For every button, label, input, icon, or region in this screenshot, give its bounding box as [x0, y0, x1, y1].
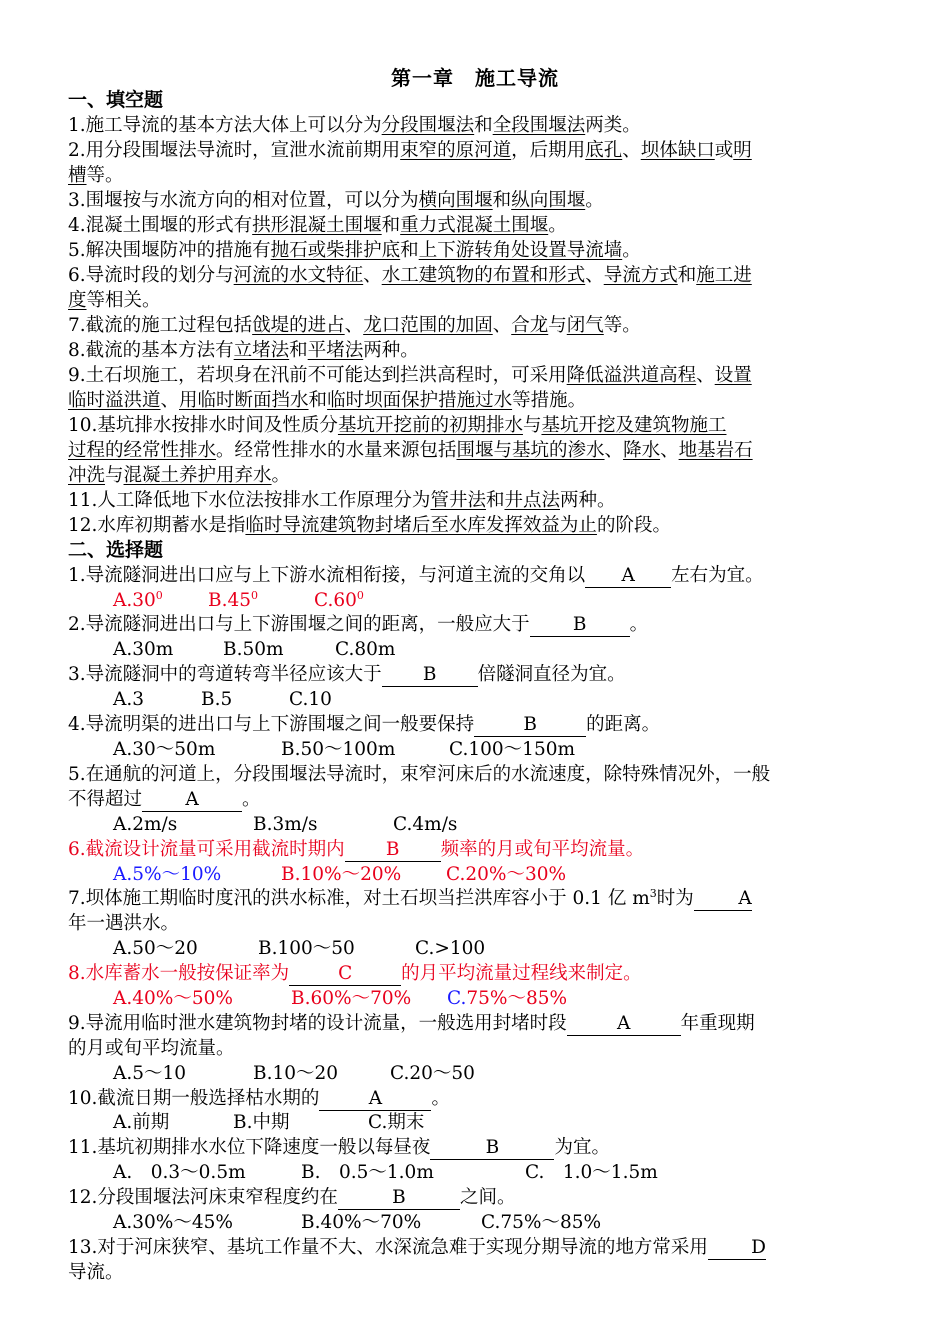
choice-q10-options: A.前期 B.中期 C.期末 [113, 1112, 425, 1133]
fill-q5: 5.解决围堰防冲的措施有抛石或柴排护底和上下游转角处设置导流墙。 [68, 240, 641, 261]
choice-q2: 2.导流隧洞进出口与上下游围堰之间的距离，一般应大于 B 。 [68, 614, 649, 635]
choice-q1: 1.导流隧洞进出口应与上下游水流相衔接，与河道主流的交角以 A 左右为宜。 [68, 565, 764, 586]
choice-q9: 9.导流用临时泄水建筑物封堵的设计流量，一般选用封堵时段 A 年重现期 [68, 1013, 755, 1034]
choice-q11-options: A. 0.3～0.5m B. 0.5～1.0m C. 1.0～1.5m [113, 1162, 658, 1183]
choice-q5: 5.在通航的河道上，分段围堰法导流时，束窄河床后的水流速度，除特殊情况外，一般 [68, 764, 771, 785]
answer-blank: B [382, 664, 478, 687]
answer-blank: B [345, 839, 441, 862]
answer-blank: A [142, 789, 242, 812]
choice-q7-cont: 年一遇洪水。 [68, 913, 180, 934]
answer-blank: B [474, 714, 586, 737]
choice-q12-options: A.30%～45% B.40%～70% C.75%～85% [113, 1212, 602, 1233]
choice-q6-options: A.5%～10% B.10%～20% C.20%～30% [113, 864, 567, 885]
choice-q5-cont: 不得超过 A 。 [68, 789, 261, 810]
choice-q6: 6.截流设计流量可采用截流时期内 B 频率的月或旬平均流量。 [68, 839, 645, 860]
fill-q4: 4.混凝土围堰的形式有拱形混凝土围堰和重力式混凝土围堰。 [68, 215, 567, 236]
fill-q7: 7.截流的施工过程包括戗堤的进占、龙口范围的加固、合龙与闭气等。 [68, 315, 641, 336]
section-fill-heading: 一、填空题 [68, 89, 164, 111]
fill-q11: 11.人工降低地下水位法按排水工作原理分为管井法和井点法两种。 [68, 490, 616, 511]
fill-q10: 10.基坑排水按排水时间及性质分基坑开挖前的初期排水与基坑开挖及建筑物施工 [68, 415, 727, 436]
choice-q2-options: A.30m B.50m C.80m [113, 639, 396, 660]
fill-q6-cont: 度等相关。 [68, 290, 161, 311]
fill-q2-cont: 槽等。 [68, 165, 124, 186]
answer-blank: B [338, 1187, 460, 1210]
fill-q12: 12.水库初期蓄水是指临时导流建筑物封堵后至水库发挥效益为止的阶段。 [68, 515, 671, 536]
choice-q7: 7.坝体施工期临时度汛的洪水标准，对土石坝当拦洪库容小于 0.1 亿 $m^3$时为 A [68, 887, 752, 909]
choice-q12: 12.分段围堰法河床束窄程度约在 B 之间。 [68, 1187, 516, 1208]
choice-q5-options: A.2m/s B.3m/s C.4m/s [113, 814, 458, 835]
fill-q9-cont: 临时溢洪道、用临时断面挡水和临时坝面保护措施过水等措施。 [68, 390, 587, 411]
answer-blank: C [289, 963, 401, 986]
fill-q3: 3.围堰按与水流方向的相对位置，可以分为横向围堰和纵向围堰。 [68, 190, 604, 211]
choice-q4-options: A.30～50m B.50～100m C.100～150m [113, 739, 576, 760]
choice-q3: 3.导流隧洞中的弯道转弯半径应该大于 B 倍隧洞直径为宜。 [68, 664, 626, 685]
choice-q1-options: $A.30^0$ $B.45^0$ $C.60^0$ [113, 589, 364, 611]
choice-q13: 13.对于河床狭窄、基坑工作量不大、水深流急难于实现分期导流的地方常采用 D [68, 1237, 766, 1258]
fill-q6: 6.导流时段的划分与河流的水文特征、水工建筑物的布置和形式、导流方式和施工进 [68, 265, 752, 286]
section-choice-heading: 二、选择题 [68, 539, 164, 561]
choice-q3-options: A.3 B.5 C.10 [113, 689, 332, 710]
option-correct-marker: A.5%～10% [113, 864, 222, 885]
answer-blank: A [319, 1088, 431, 1111]
fill-q8: 8.截流的基本方法有立堵法和平堵法两种。 [68, 340, 419, 361]
fill-q2: 2.用分段围堰法导流时，宣泄水流前期用束窄的原河道，后期用底孔、坝体缺口或明 [68, 140, 752, 161]
choice-q4: 4.导流明渠的进出口与上下游围堰之间一般要保持 B 的距离。 [68, 714, 661, 735]
choice-q8: 8.水库蓄水一般按保证率为 C 的月平均流量过程线来制定。 [68, 963, 642, 984]
choice-q7-options: A.50～20 B.100～50 C.>100 [113, 938, 486, 959]
answer-blank: A [567, 1013, 681, 1036]
choice-q9-cont: 的月或旬平均流量。 [68, 1038, 235, 1059]
choice-q13-cont: 导流。 [68, 1262, 124, 1283]
choice-q8-options: A.40%～50% B.60%～70% C.75%～85% [113, 988, 568, 1009]
chapter-title: 第一章 施工导流 [391, 66, 559, 90]
answer-blank: B [530, 614, 630, 637]
answer-blank: D [708, 1237, 766, 1260]
answer-blank: B [430, 1137, 554, 1160]
fill-q10-cont: 过程的经常性排水。经常性排水的水量来源包括围堰与基坑的渗水、降水、地基岩石 [68, 440, 753, 461]
answer-blank: A [694, 888, 752, 911]
fill-q1: 1.施工导流的基本方法大体上可以分为分段围堰法和全段围堰法两类。 [68, 115, 641, 136]
choice-q9-options: A.5～10 B.10～20 C.20～50 [113, 1063, 475, 1084]
fill-q9: 9.土石坝施工，若坝身在汛前不可能达到拦洪高程时，可采用降低溢洪道高程、设置 [68, 365, 752, 386]
choice-q11: 11.基坑初期排水水位下降速度一般以每昼夜 B 为宜。 [68, 1137, 610, 1158]
fill-q10-cont2: 冲洗与混凝土养护用弃水。 [68, 465, 291, 486]
answer-blank: A [585, 565, 671, 588]
choice-q10: 10.截流日期一般选择枯水期的 A 。 [68, 1088, 450, 1109]
